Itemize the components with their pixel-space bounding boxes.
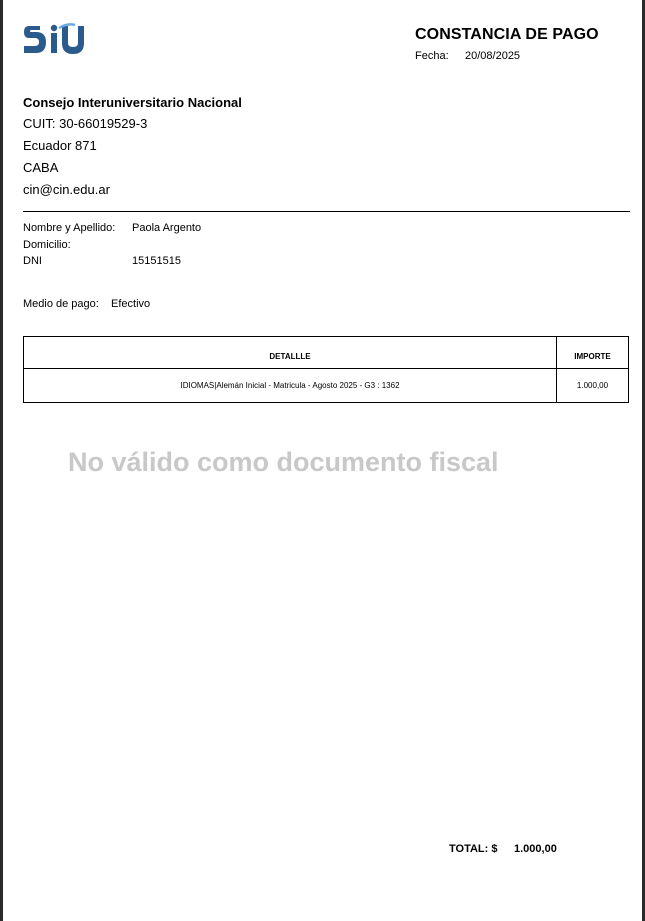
payer-address-label: Domicilio: <box>23 239 71 251</box>
payment-method-value: Efectivo <box>111 298 151 310</box>
payment-method-row <box>23 298 150 310</box>
date-row <box>415 50 520 62</box>
date-label: Fecha: <box>415 50 449 62</box>
payer-name-row <box>23 222 201 234</box>
amount-cell: 1.000,00 <box>557 369 629 403</box>
payer-name-label: Nombre y Apellido: <box>23 222 116 234</box>
issuer-cuit: CUIT: 30-66019529-3 <box>23 116 148 131</box>
siu-logo <box>23 22 87 58</box>
payer-name-value: Paola Argento <box>132 222 202 234</box>
issuer-name: Consejo Interuniversitario Nacional <box>23 95 242 110</box>
payment-method-label: Medio de pago: <box>23 298 99 310</box>
total-row <box>449 843 557 855</box>
table-row <box>24 369 629 403</box>
detail-table <box>23 336 629 403</box>
column-header-detail: DETALLLE <box>24 337 557 369</box>
payer-address-row <box>23 239 132 251</box>
table-header-row <box>24 337 629 369</box>
total-value: 1.000,00 <box>514 843 557 855</box>
issuer-email: cin@cin.edu.ar <box>23 182 110 197</box>
payer-dni-label: DNI <box>23 255 42 267</box>
payer-dni-row <box>23 255 181 267</box>
date-value: 20/08/2025 <box>465 50 521 62</box>
issuer-city: CABA <box>23 160 59 175</box>
total-label: TOTAL: $ <box>449 843 498 855</box>
column-header-amount: IMPORTE <box>557 337 629 369</box>
payer-dni-value: 15151515 <box>132 255 181 267</box>
issuer-address: Ecuador 871 <box>23 138 97 153</box>
document-title: CONSTANCIA DE PAGO <box>415 26 599 43</box>
document-page <box>3 0 642 921</box>
section-divider <box>23 211 630 212</box>
detail-cell: IDIOMAS|Alemán Inicial - Matricula - Agosto 2025 - G3 : 1362 <box>24 369 557 403</box>
watermark-text: No válido como documento fiscal <box>68 447 499 477</box>
